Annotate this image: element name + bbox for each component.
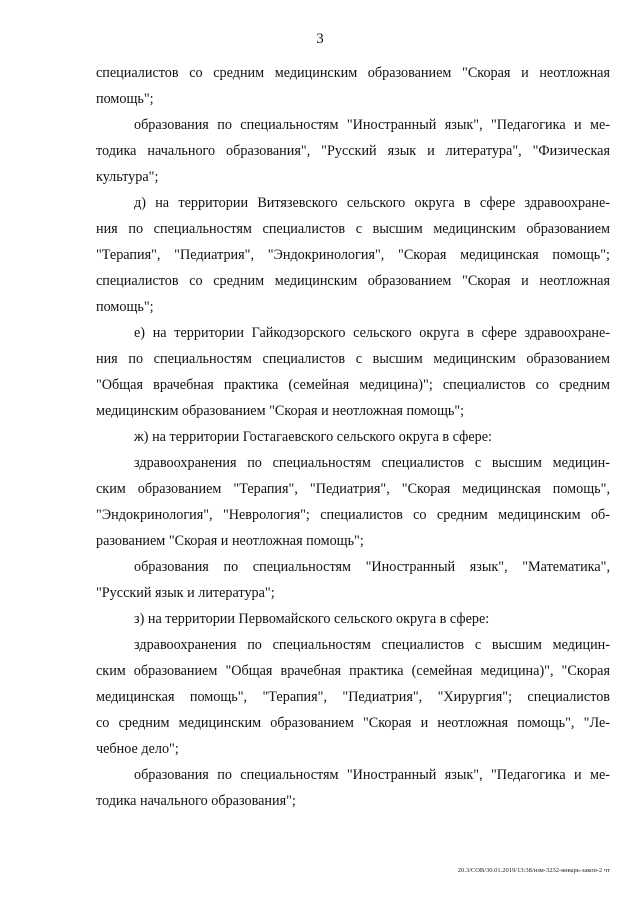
text-line: "Общая врачебная практика (семейная медицина)"; специалистов со средним: [96, 377, 610, 393]
text-line: чебное дело";: [96, 741, 179, 757]
text-line: ским образованием "Общая врачебная практика (семейная медицина)", "Скорая: [96, 663, 610, 679]
text-line: культура";: [96, 169, 159, 185]
text-line: "Эндокринология", "Неврология"; специалистов со средним медицинским об-: [96, 507, 610, 523]
page-number: 3: [316, 31, 324, 47]
text-line: з) на территории Первомайского сельского округа в сфере:: [134, 611, 490, 627]
text-line: тодика начального образования";: [96, 793, 296, 809]
text-line: здравоохранения по специальностям специалистов с высшим медицин-: [134, 455, 610, 471]
text-line: тодика начального образования", "Русский язык и литература", "Физическая: [96, 143, 610, 159]
text-line: образования по специальностям "Иностранный язык", "Педагогика и ме-: [134, 767, 610, 783]
text-line: специалистов со средним медицинским образованием "Скорая и неотложная: [96, 273, 610, 289]
text-line: медицинским образованием "Скорая и неотложная помощь";: [96, 403, 465, 419]
text-line: помощь";: [96, 91, 154, 107]
text-line: здравоохранения по специальностям специалистов с высшим медицин-: [134, 637, 610, 653]
text-line: помощь";: [96, 299, 154, 315]
text-line: "Русский язык и литература";: [96, 585, 275, 601]
text-line: разованием "Скорая и неотложная помощь";: [96, 533, 364, 549]
document-footer-code: 20.3/СОВ/30.01.2019/13:38/изм-3232-январь-закон-2 чт: [457, 867, 610, 874]
text-line: образования по специальностям "Иностранный язык", "Математика",: [134, 559, 610, 575]
text-line: "Терапия", "Педиатрия", "Эндокринология", "Скорая медицинская помощь";: [96, 247, 610, 263]
text-line: ж) на территории Гостагаевского сельского округа в сфере:: [134, 429, 492, 445]
text-line: ния по специальностям специалистов с высшим медицинским образованием: [96, 351, 610, 367]
document-body: [96, 60, 610, 814]
text-line: специалистов со средним медицинским образованием "Скорая и неотложная: [96, 65, 610, 81]
text-line: ния по специальностям специалистов с высшим медицинским образованием: [96, 221, 610, 237]
text-line: образования по специальностям "Иностранный язык", "Педагогика и ме-: [134, 117, 610, 133]
text-line: д) на территории Витязевского сельского округа в сфере здравоохране-: [134, 195, 610, 211]
text-line: медицинская помощь", "Терапия", "Педиатрия", "Хирургия"; специалистов: [96, 689, 610, 705]
text-line: е) на территории Гайкодзорского сельского округа в сфере здравоохране-: [134, 325, 610, 341]
text-line: ским образованием "Терапия", "Педиатрия", "Скорая медицинская помощь",: [96, 481, 610, 497]
text-line: со средним медицинским образованием "Скорая и неотложная помощь", "Ле-: [96, 715, 610, 731]
